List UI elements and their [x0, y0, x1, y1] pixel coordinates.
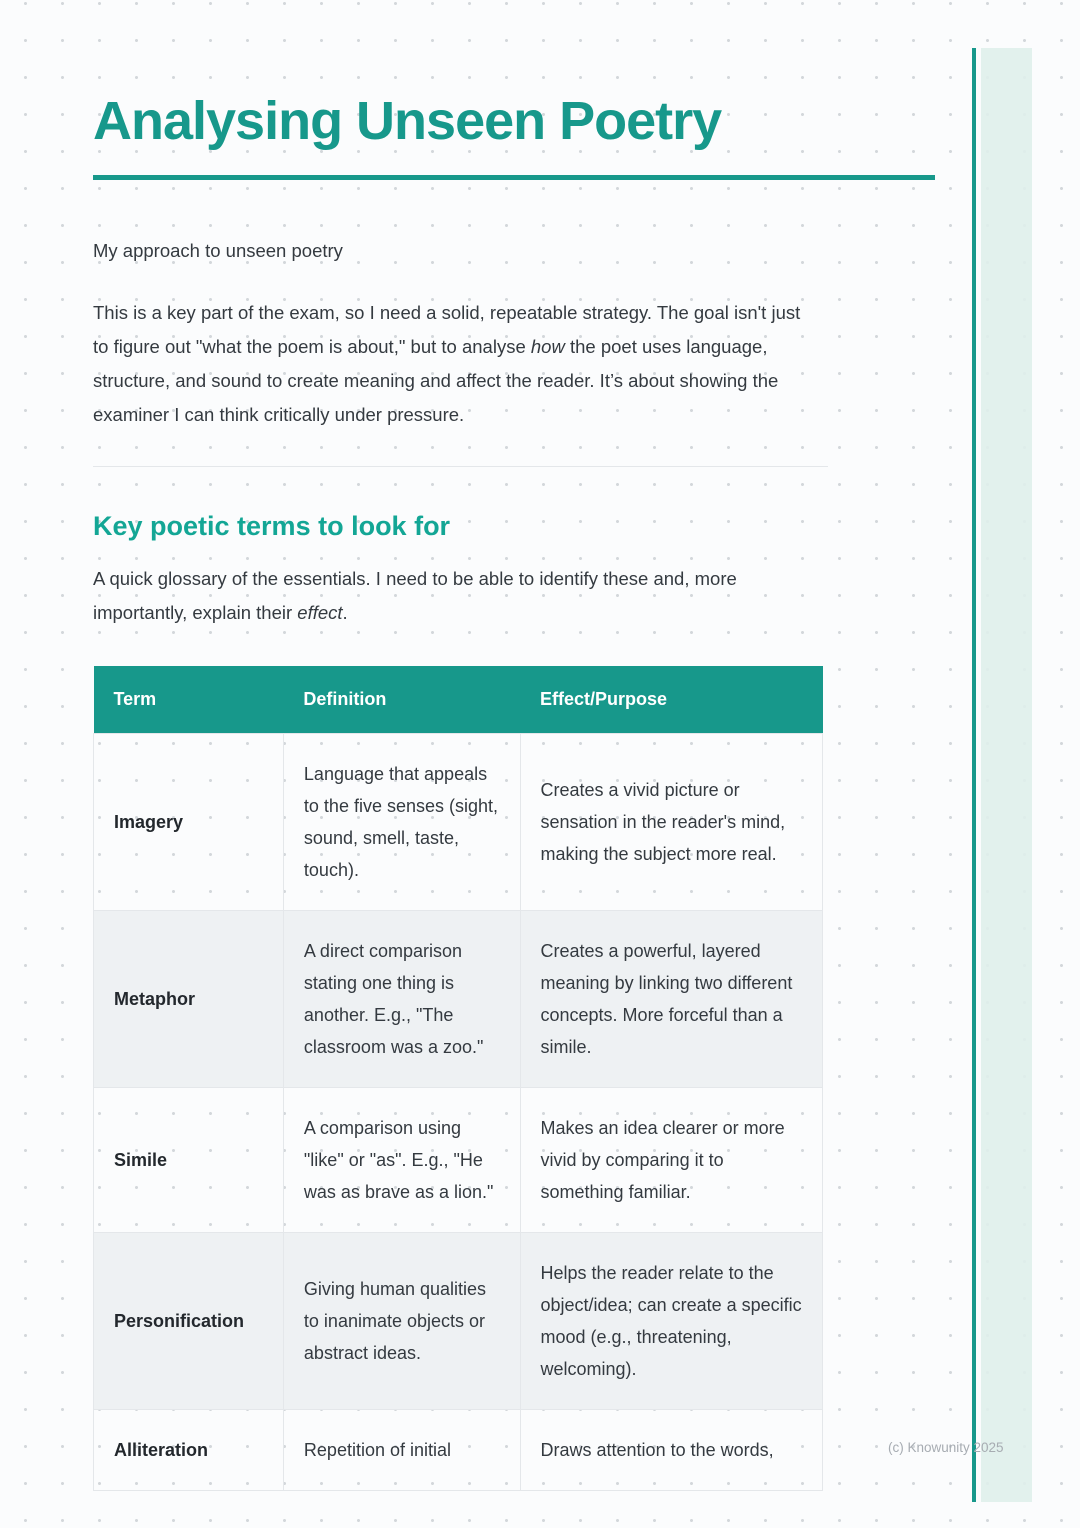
- subtitle: My approach to unseen poetry: [93, 240, 343, 262]
- definition-cell: Repetition of initial: [283, 1410, 520, 1491]
- intro-paragraph: [93, 296, 805, 432]
- table-row: [94, 911, 823, 1088]
- table-row: [94, 1233, 823, 1410]
- lead-text-1: A quick glossary of the essentials. I need to be able to identify these and, more importantly, explain their: [93, 568, 737, 624]
- table-row: [94, 1410, 823, 1491]
- page-title: Analysing Unseen Poetry: [93, 91, 722, 151]
- definition-cell: Giving human qualities to inanimate objects or abstract ideas.: [283, 1233, 520, 1410]
- effect-cell: Creates a powerful, layered meaning by linking two different concepts. More forceful than a simile.: [520, 911, 822, 1088]
- poetic-terms-table: [93, 666, 823, 1491]
- lead-text-2: .: [342, 602, 348, 624]
- intro-italic: how: [530, 336, 565, 358]
- intro-text-1: This is a key part of the exam, so I need a solid, repeatable strategy. The goal isn't just to figure out "what the poem is about," but to analyse: [93, 302, 801, 358]
- effect-cell: Draws attention to the words,: [520, 1410, 822, 1491]
- term-cell: Personification: [94, 1233, 284, 1410]
- definition-cell: A direct comparison stating one thing is another. E.g., "The classroom was a zoo.": [283, 911, 520, 1088]
- right-accent-band: [981, 48, 1032, 1502]
- copyright-notice: (c) Knowunity 2025: [888, 1440, 1004, 1455]
- section-divider: [93, 466, 828, 467]
- table-row: [94, 1088, 823, 1233]
- column-header-definition: Definition: [283, 666, 520, 734]
- intro-text-2: the poet uses language, structure, and sound to create meaning and affect the reader. It’s about showing the examiner I can think critically under pressure.: [93, 336, 779, 426]
- term-cell: Alliteration: [94, 1410, 284, 1491]
- table-body: [94, 734, 823, 1491]
- section-heading: Key poetic terms to look for: [93, 511, 451, 542]
- document-page: [93, 0, 935, 1491]
- term-cell: Imagery: [94, 734, 284, 911]
- lead-italic: effect: [297, 602, 343, 624]
- effect-cell: Helps the reader relate to the object/idea; can create a specific mood (e.g., threatening, welcoming).: [520, 1233, 822, 1410]
- effect-cell: Creates a vivid picture or sensation in the reader's mind, making the subject more real.: [520, 734, 822, 911]
- table-header: [94, 666, 823, 734]
- definition-cell: A comparison using "like" or "as". E.g., "He was as brave as a lion.": [283, 1088, 520, 1233]
- definition-cell: Language that appeals to the five senses (sight, sound, smell, taste, touch).: [283, 734, 520, 911]
- term-cell: Simile: [94, 1088, 284, 1233]
- column-header-term: Term: [94, 666, 284, 734]
- title-underline: [93, 175, 935, 180]
- section-lead: [93, 562, 805, 630]
- column-header-effect: Effect/Purpose: [520, 666, 822, 734]
- right-accent-line: [972, 48, 976, 1502]
- effect-cell: Makes an idea clearer or more vivid by comparing it to something familiar.: [520, 1088, 822, 1233]
- table-row: [94, 734, 823, 911]
- table-header-row: [94, 666, 823, 734]
- term-cell: Metaphor: [94, 911, 284, 1088]
